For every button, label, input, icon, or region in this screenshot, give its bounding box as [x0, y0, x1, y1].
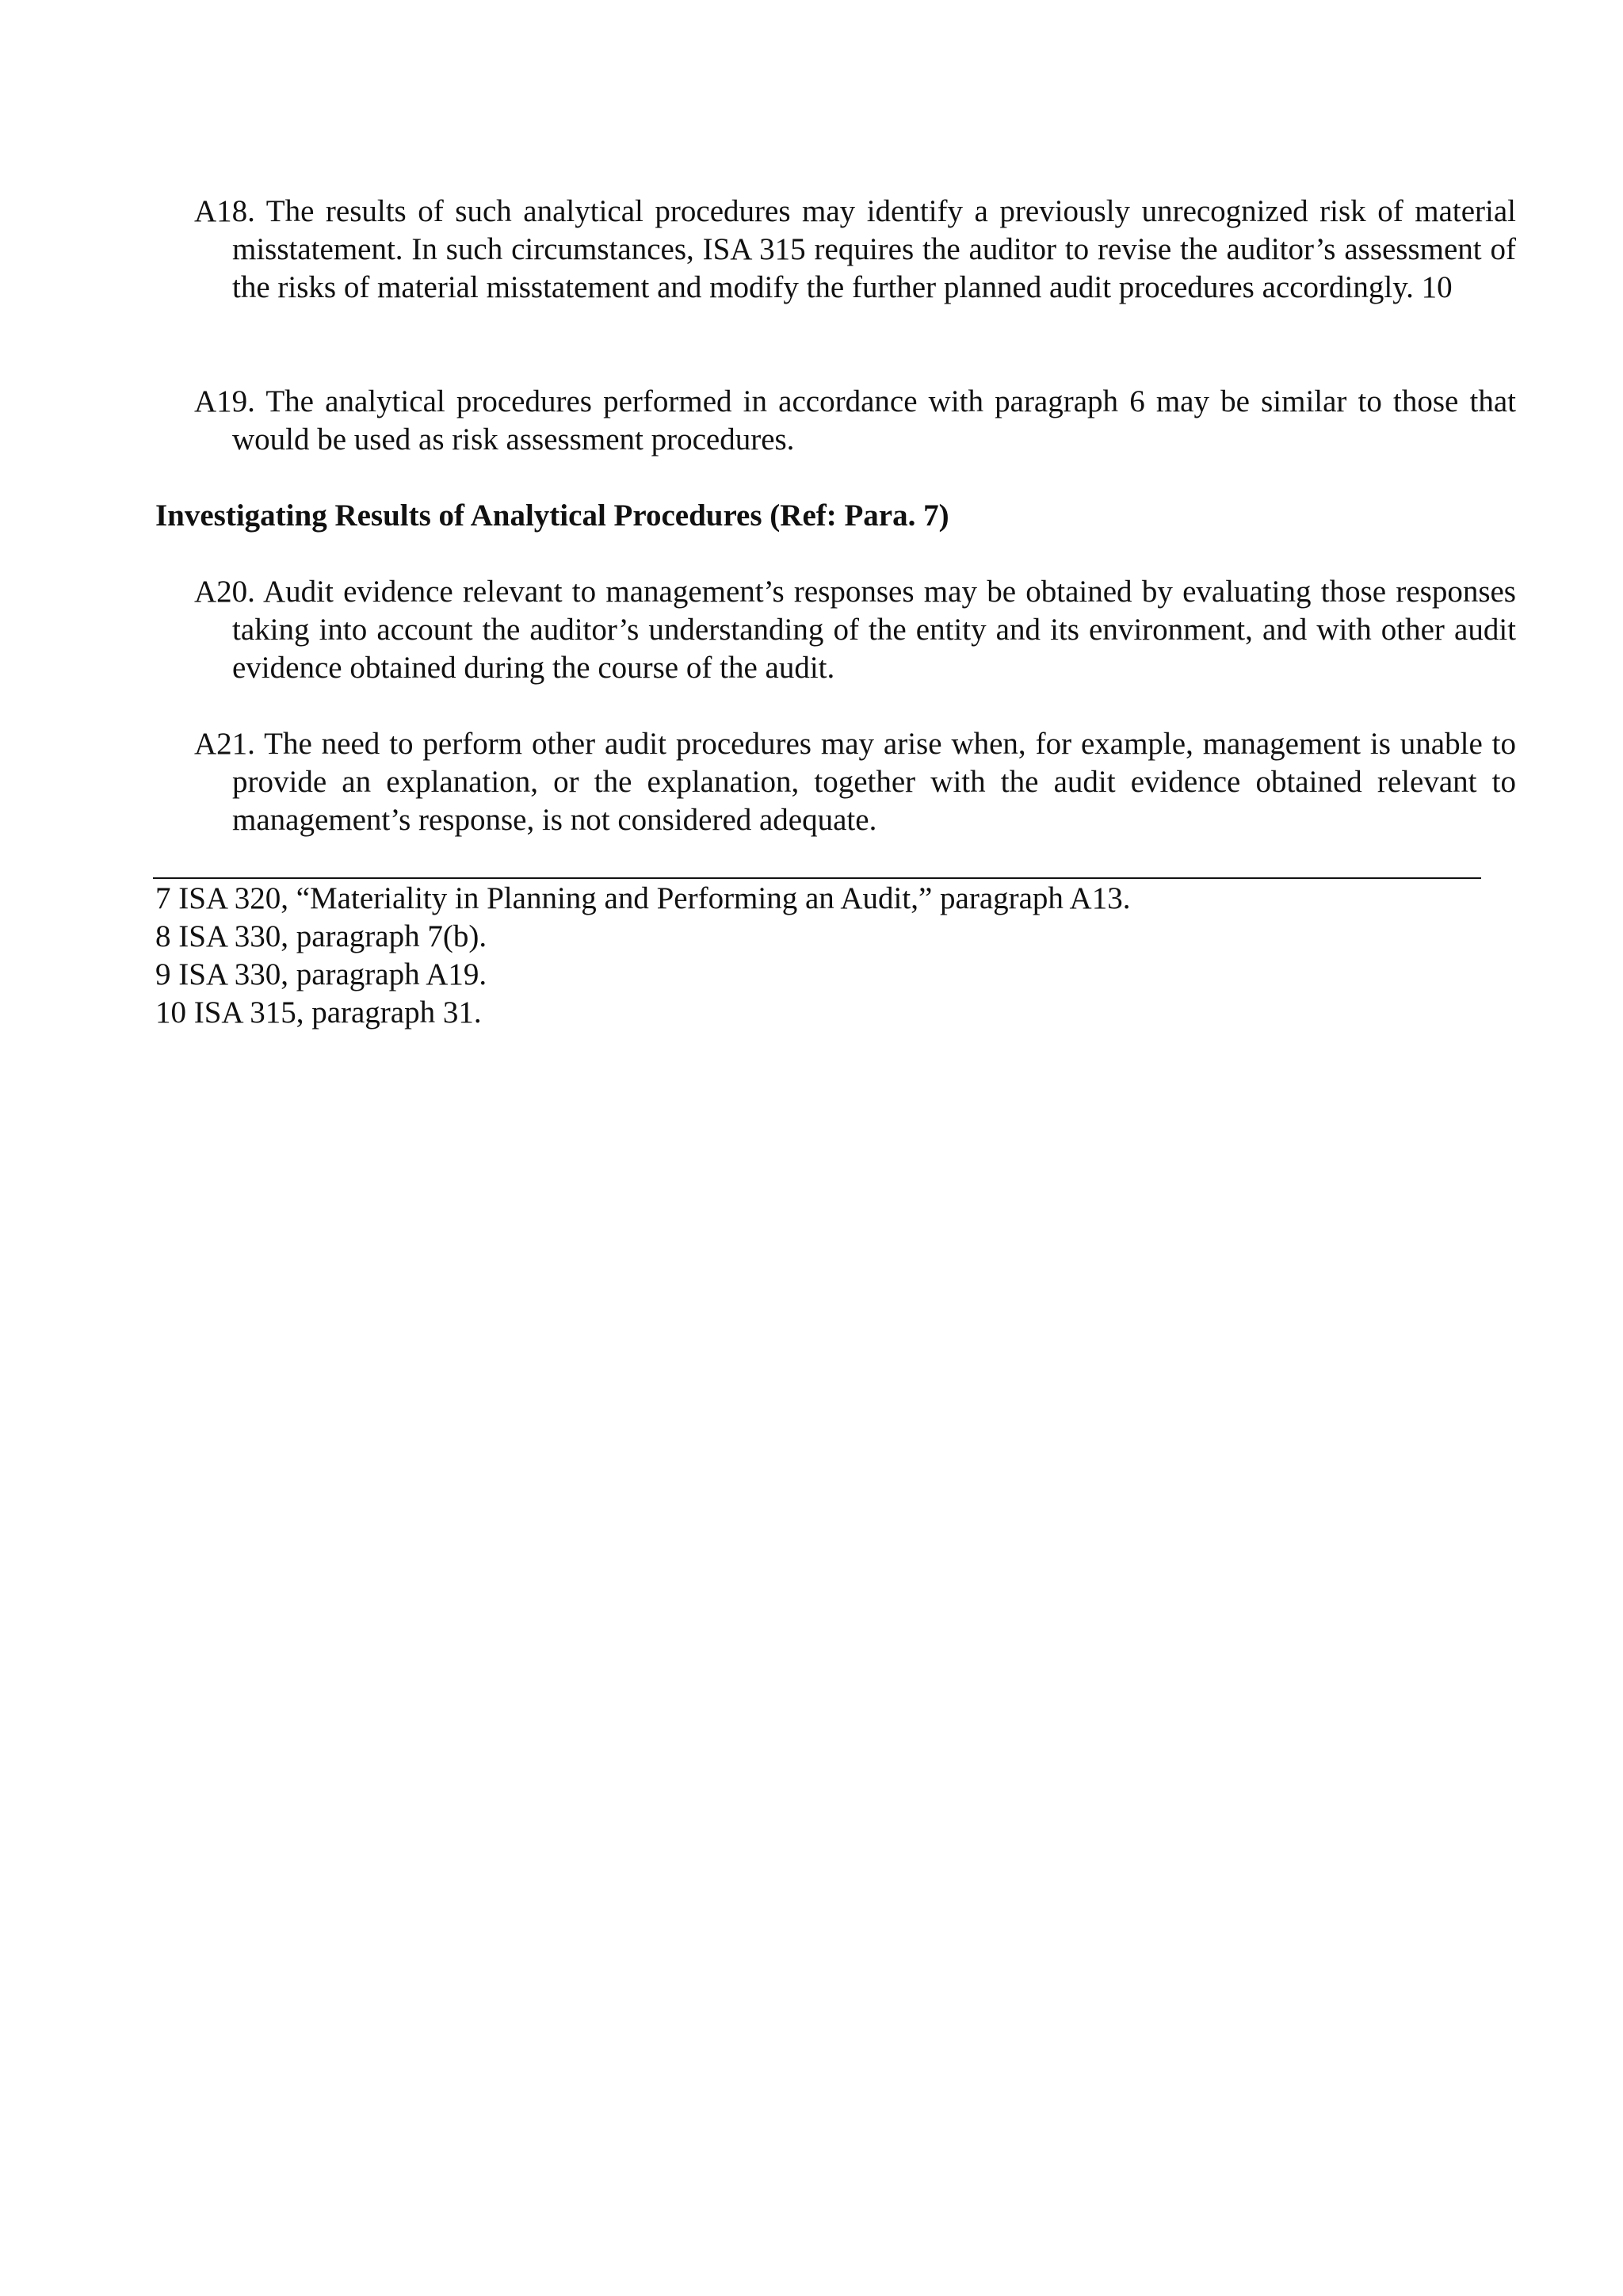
section-heading: Investigating Results of Analytical Procedures (Ref: Para. 7) — [155, 499, 949, 533]
footnote-7: 7 ISA 320, “Materiality in Planning and Performing an Audit,” paragraph A13. — [155, 881, 1131, 915]
paragraph-a19: A19. The analytical procedures performed in accordance with paragraph 6 may be similar to those that would be used as risk assessment procedures. — [194, 384, 1516, 457]
paragraph-a18: A18. The results of such analytical procedures may identify a previously unrecognized risk of material misstatement. In such circumstances, ISA 315 requires the auditor to revise the auditor’s assessment of the risks of material misstatement and modify the further planned audit procedures accordingly. 10 — [194, 194, 1516, 304]
footnote-8: 8 ISA 330, paragraph 7(b). — [155, 919, 487, 953]
footnote-10: 10 ISA 315, paragraph 31. — [155, 995, 482, 1030]
paragraph-a20: A20. Audit evidence relevant to management’s responses may be obtained by evaluating those responses taking into account the auditor’s understanding of the entity and its environment, and with other audit evidence obtained during the course of the audit. — [194, 575, 1516, 685]
paragraph-a21: A21. The need to perform other audit procedures may arise when, for example, management is unable to provide an explanation, or the explanation, together with the audit evidence obtained relevant to management’s response, is not considered adequate. — [194, 727, 1516, 837]
footnotes-list — [155, 880, 1479, 1032]
footnote-9: 9 ISA 330, paragraph A19. — [155, 957, 487, 991]
footnote-separator — [153, 877, 1481, 879]
